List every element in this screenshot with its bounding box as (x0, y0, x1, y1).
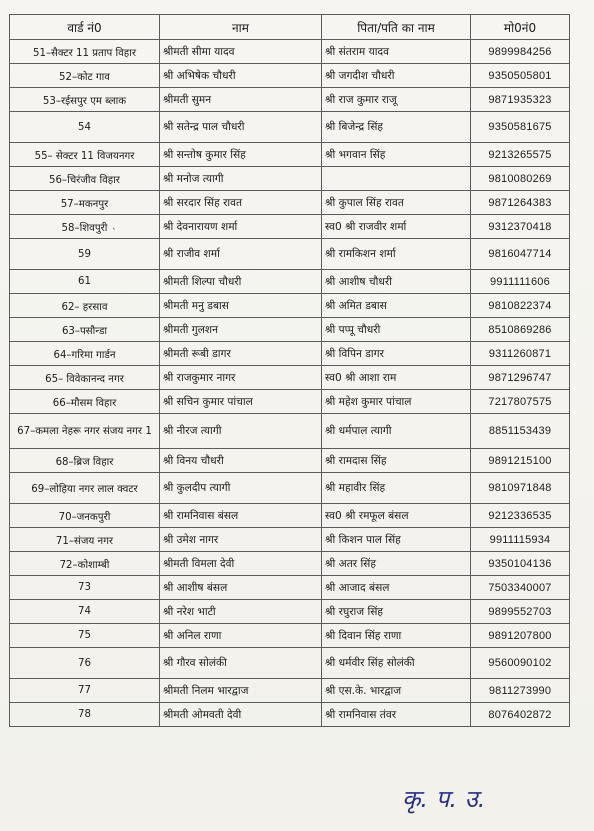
ward-cell: 59 (10, 239, 160, 270)
parent-name-cell (322, 167, 471, 191)
mobile-cell: 9350505801 (471, 64, 570, 88)
name-cell: श्री सतेन्द्र पाल चौधरी (160, 112, 322, 143)
name-cell: श्रीमती सुमन (160, 88, 322, 112)
table-row (10, 239, 570, 270)
name-cell: श्री सन्तोष कुमार सिंह (160, 143, 322, 167)
parent-name-cell: श्री दिवान सिंह राणा (322, 624, 471, 648)
parent-name-cell: श्री एस.के. भारद्वाज (322, 679, 471, 703)
header-ward: वार्ड नं0 (10, 15, 160, 40)
ward-cell: 51–सैक्टर 11 प्रताप विहार (10, 40, 160, 64)
parent-name-cell: श्री आजाद बंसल (322, 576, 471, 600)
parent-name-cell: श्री रामकिशन शर्मा (322, 239, 471, 270)
parent-name-cell: श्री अमित डबास (322, 294, 471, 318)
table-row (10, 414, 570, 449)
ward-cell: 73 (10, 576, 160, 600)
table-row (10, 191, 570, 215)
table-row (10, 143, 570, 167)
name-cell: श्री आशीष बंसल (160, 576, 322, 600)
table-row (10, 88, 570, 112)
table-row (10, 552, 570, 576)
parent-name-cell: श्री जगदीश चौधरी (322, 64, 471, 88)
table-row (10, 679, 570, 703)
name-cell: श्री अभिषेक चौधरी (160, 64, 322, 88)
table-row (10, 504, 570, 528)
ward-cell: 65– विवेकानन्द नगर (10, 366, 160, 390)
mobile-cell: 9810971848 (471, 473, 570, 504)
name-cell: श्री गौरव सोलंकी (160, 648, 322, 679)
ward-cell: 63–पसौन्डा (10, 318, 160, 342)
header-mobile: मो0नं0 (471, 15, 570, 40)
ward-cell: 69–लोहिया नगर लाल क्वटर (10, 473, 160, 504)
table-row (10, 64, 570, 88)
parent-name-cell: श्री रामदास सिंह (322, 449, 471, 473)
header-parent-name: पिता/पति का नाम (322, 15, 471, 40)
mobile-cell: 9560090102 (471, 648, 570, 679)
parent-name-cell: श्री संतराम यादव (322, 40, 471, 64)
mobile-cell: 9811273990 (471, 679, 570, 703)
table-row (10, 703, 570, 727)
mobile-cell: 8510869286 (471, 318, 570, 342)
table-row (10, 648, 570, 679)
parent-name-cell: श्री महेश कुमार पांचाल (322, 390, 471, 414)
name-cell: श्री उमेश नागर (160, 528, 322, 552)
table-row (10, 390, 570, 414)
parent-name-cell: श्री बिजेन्द्र सिंह (322, 112, 471, 143)
mobile-cell: 9899552703 (471, 600, 570, 624)
ward-cell: 57–मकनपुर (10, 191, 160, 215)
table-row (10, 342, 570, 366)
mobile-cell: 9911115934 (471, 528, 570, 552)
mobile-cell: 7503340007 (471, 576, 570, 600)
ward-cell: 75 (10, 624, 160, 648)
ward-cell: 70–जनकपुरी (10, 504, 160, 528)
ward-cell: 74 (10, 600, 160, 624)
name-cell: श्री सचिन कुमार पांचाल (160, 390, 322, 414)
mobile-cell: 9891215100 (471, 449, 570, 473)
ward-cell: 67–कमला नेहरू नगर संजय नगर 1 (10, 414, 160, 449)
name-cell: श्री नीरज त्यागी (160, 414, 322, 449)
parent-name-cell: श्री आशीष चौधरी (322, 270, 471, 294)
mobile-cell: 9816047714 (471, 239, 570, 270)
mobile-cell: 9871296747 (471, 366, 570, 390)
ward-cell: 68–ब्रिज विहार (10, 449, 160, 473)
table-row (10, 528, 570, 552)
mobile-cell: 8076402872 (471, 703, 570, 727)
mobile-cell: 9312370418 (471, 215, 570, 239)
handwritten-note-text: कृ. प. उ. (402, 785, 486, 813)
name-cell: श्रीमती गुलशन (160, 318, 322, 342)
name-cell: श्री रामनिवास बंसल (160, 504, 322, 528)
ward-cell: 76 (10, 648, 160, 679)
parent-name-cell: स्व0 श्री आशा राम (322, 366, 471, 390)
mobile-cell: 9810822374 (471, 294, 570, 318)
table-row (10, 167, 570, 191)
parent-name-cell: श्री पप्पू चौधरी (322, 318, 471, 342)
parent-name-cell: श्री कुपाल सिंह रावत (322, 191, 471, 215)
name-cell: श्रीमती शिल्पा चौधरी (160, 270, 322, 294)
ward-cell: 53–रईसपुर एम ब्लाक (10, 88, 160, 112)
parent-name-cell: श्री रामनिवास तंवर (322, 703, 471, 727)
name-cell: श्री विनय चौधरी (160, 449, 322, 473)
table-row (10, 112, 570, 143)
ward-cell: 72–कोशाम्बी (10, 552, 160, 576)
ward-cell: 54 (10, 112, 160, 143)
ward-cell: 58–शिवपुरी (10, 215, 160, 239)
table-row (10, 624, 570, 648)
parent-name-cell: श्री धर्मपाल त्यागी (322, 414, 471, 449)
table-row (10, 318, 570, 342)
name-cell: श्रीमती सीमा यादव (160, 40, 322, 64)
mobile-cell: 9213265575 (471, 143, 570, 167)
ward-cell: 78 (10, 703, 160, 727)
parent-name-cell: स्व0 श्री राजवीर शर्मा (322, 215, 471, 239)
ward-cell: 55– सेक्टर 11 विजयनगर (10, 143, 160, 167)
parent-name-cell: स्व0 श्री रमफूल बंसल (322, 504, 471, 528)
table-body (10, 40, 570, 727)
header-name: नाम (160, 15, 322, 40)
table-row (10, 576, 570, 600)
name-cell: श्रीमती विमला देवी (160, 552, 322, 576)
name-cell: श्री सरदार सिंह रावत (160, 191, 322, 215)
table-row (10, 40, 570, 64)
mobile-cell: 9871264383 (471, 191, 570, 215)
name-cell: श्रीमती रूबी डागर (160, 342, 322, 366)
name-cell: श्रीमती ओमवती देवी (160, 703, 322, 727)
parent-name-cell: श्री विपिन डागर (322, 342, 471, 366)
table-header-row (10, 15, 570, 40)
mobile-cell: 9891207800 (471, 624, 570, 648)
table-row (10, 366, 570, 390)
mobile-cell: 9311260871 (471, 342, 570, 366)
ward-cell: 77 (10, 679, 160, 703)
ward-cell: 66–मौसम विहार (10, 390, 160, 414)
name-cell: श्री कुलदीप त्यागी (160, 473, 322, 504)
name-cell: श्री मनोज त्यागी (160, 167, 322, 191)
table-row (10, 449, 570, 473)
table-row (10, 215, 570, 239)
name-cell: श्री राजीव शर्मा (160, 239, 322, 270)
name-cell: श्री नरेश भाटी (160, 600, 322, 624)
name-cell: श्री देवनारायण शर्मा (160, 215, 322, 239)
name-cell: श्री राजकुमार नागर (160, 366, 322, 390)
parent-name-cell: श्री रघुराज सिंह (322, 600, 471, 624)
ward-cell: 56–चिरंजीव विहार (10, 167, 160, 191)
table-row (10, 600, 570, 624)
name-cell: श्री अनिल राणा (160, 624, 322, 648)
mobile-cell: 9911111606 (471, 270, 570, 294)
mobile-cell: 9350104136 (471, 552, 570, 576)
parent-name-cell: श्री महावीर सिंह (322, 473, 471, 504)
parent-name-cell: श्री धर्मवीर सिंह सोलंकी (322, 648, 471, 679)
ward-cell: 62– हरसाव (10, 294, 160, 318)
mobile-cell: 9871935323 (471, 88, 570, 112)
stray-mark: ˋ (112, 228, 117, 238)
ward-member-table (9, 14, 570, 727)
table-row (10, 270, 570, 294)
name-cell: श्रीमती मनु डबास (160, 294, 322, 318)
handwritten-note (400, 779, 550, 819)
ward-cell: 61 (10, 270, 160, 294)
mobile-cell: 9899984256 (471, 40, 570, 64)
table-row (10, 473, 570, 504)
table-row (10, 294, 570, 318)
mobile-cell: 8851153439 (471, 414, 570, 449)
ward-cell: 64–गरिमा गार्डन (10, 342, 160, 366)
ward-cell: 52–कोट गाव (10, 64, 160, 88)
mobile-cell: 9350581675 (471, 112, 570, 143)
ward-cell: 71–संजय नगर (10, 528, 160, 552)
mobile-cell: 7217807575 (471, 390, 570, 414)
mobile-cell: 9810080269 (471, 167, 570, 191)
parent-name-cell: श्री भगवान सिंह (322, 143, 471, 167)
parent-name-cell: श्री राज कुमार राजू (322, 88, 471, 112)
name-cell: श्रीमती निलम भारद्वाज (160, 679, 322, 703)
parent-name-cell: श्री अतर सिंह (322, 552, 471, 576)
parent-name-cell: श्री किशन पाल सिंह (322, 528, 471, 552)
mobile-cell: 9212336535 (471, 504, 570, 528)
